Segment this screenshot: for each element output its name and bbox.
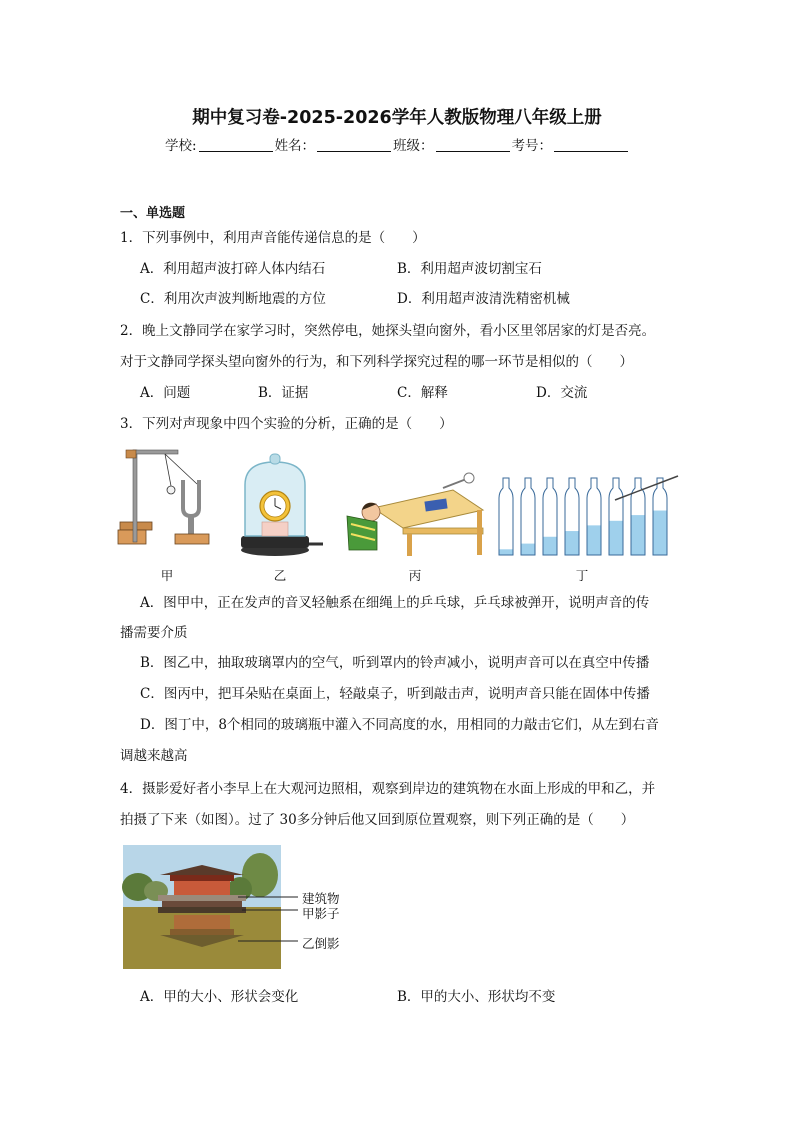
glass-bottle bbox=[653, 478, 667, 555]
glass-bottle bbox=[499, 478, 513, 555]
school-label: 学校: bbox=[165, 138, 197, 154]
q1-stem: 1．下列事例中，利用声音能传递信息的是（ ） bbox=[120, 230, 426, 246]
photo-label-building: 建筑物 bbox=[302, 891, 340, 906]
photo-label-reflection: 乙倒影 bbox=[302, 936, 340, 951]
striking-rod bbox=[615, 476, 678, 500]
q3-figures bbox=[115, 440, 685, 565]
bottle-outline bbox=[521, 478, 535, 555]
bell-jar-apparatus bbox=[241, 454, 323, 556]
section-title: 一、单选题 bbox=[120, 206, 186, 221]
bottle-water bbox=[521, 544, 535, 555]
bottle-water bbox=[653, 511, 667, 555]
q4-stem-line1: 4．摄影爱好者小李早上在大观河边照相，观察到岸边的建筑物在水面上形成的甲和乙，并 bbox=[120, 781, 656, 797]
q3-option-d-line2[interactable]: 调越来越高 bbox=[120, 748, 188, 764]
exam-number-label: 考号： bbox=[511, 138, 553, 154]
q1-option-c[interactable]: C．利用次声波判断地震的方位 bbox=[140, 291, 326, 307]
exam-number-field[interactable] bbox=[554, 137, 628, 152]
q4-stem-line2: 拍摄了下来（如图）。过了 30多分钟后他又回到原位置观察，则下列正确的是（ ） bbox=[120, 812, 635, 828]
q4-option-b[interactable]: B．甲的大小、形状均不变 bbox=[397, 989, 556, 1005]
tuning-fork-apparatus bbox=[118, 450, 209, 544]
q3-option-a-line1[interactable]: A．图甲中，正在发声的音叉轻触系在细绳上的乒乓球，乒乓球被弹开，说明声音的传 bbox=[140, 595, 650, 611]
bottle-water bbox=[587, 525, 601, 555]
glass-bottle bbox=[565, 478, 579, 555]
glass-bottle bbox=[609, 478, 623, 555]
q2-stem-line1: 2．晚上文静同学在家学习时，突然停电，她探头望向窗外，看小区里邻居家的灯是否亮。 bbox=[120, 323, 656, 339]
q3-caption-ding: 丁 bbox=[575, 568, 589, 583]
q4-option-a[interactable]: A．甲的大小、形状会变化 bbox=[140, 989, 299, 1005]
photo-label-shadow: 甲影子 bbox=[302, 906, 340, 921]
q2-option-d[interactable]: D．交流 bbox=[536, 385, 588, 401]
glass-bottle bbox=[587, 478, 601, 555]
q3-stem: 3．下列对声现象中四个实验的分析，正确的是（ ） bbox=[120, 416, 453, 432]
info-line bbox=[165, 136, 630, 156]
q3-caption-bing: 丙 bbox=[408, 568, 422, 583]
q2-option-a[interactable]: A．问题 bbox=[140, 385, 191, 401]
q2-option-c[interactable]: C．解释 bbox=[397, 385, 448, 401]
desk-experiment bbox=[347, 473, 483, 556]
q3-caption-yi: 乙 bbox=[273, 568, 287, 583]
q3-option-d-line1[interactable]: D．图丁中，8个相同的玻璃瓶中灌入不同高度的水，用相同的力敲击它们，从左到右音 bbox=[140, 717, 659, 733]
class-field[interactable] bbox=[436, 137, 510, 152]
q2-option-b[interactable]: B．证据 bbox=[258, 385, 309, 401]
page-title: 期中复习卷-2025-2026学年人教版物理八年级上册 bbox=[192, 108, 602, 128]
q1-option-a[interactable]: A．利用超声波打碎人体内结石 bbox=[140, 261, 326, 277]
q3-option-a-line2[interactable]: 播需要介质 bbox=[120, 625, 188, 641]
q2-stem-line2: 对于文静同学探头望向窗外的行为，和下列科学探究过程的哪一环节是相似的（ ） bbox=[120, 354, 633, 370]
class-label: 班级： bbox=[393, 138, 434, 154]
bottle-water bbox=[565, 531, 579, 555]
name-label: 姓名： bbox=[274, 138, 316, 154]
glass-bottle bbox=[521, 478, 535, 555]
bottle-water bbox=[609, 521, 623, 555]
q3-option-c[interactable]: C．图丙中，把耳朵贴在桌面上，轻敲桌子，听到敲击声，说明声音只能在固体中传播 bbox=[140, 686, 650, 702]
bottle-water bbox=[499, 549, 513, 555]
q1-option-d[interactable]: D．利用超声波清洗精密机械 bbox=[397, 291, 570, 307]
glass-bottle bbox=[543, 478, 557, 555]
bottle-outline bbox=[499, 478, 513, 555]
school-field[interactable] bbox=[199, 137, 273, 152]
q3-caption-jia: 甲 bbox=[160, 568, 174, 583]
q3-option-b[interactable]: B．图乙中，抽取玻璃罩内的空气，听到罩内的铃声减小，说明声音可以在真空中传播 bbox=[140, 655, 650, 671]
q1-option-b[interactable]: B．利用超声波切割宝石 bbox=[397, 261, 542, 277]
name-field[interactable] bbox=[317, 137, 391, 152]
bottle-water bbox=[631, 515, 645, 555]
bottle-water bbox=[543, 537, 557, 555]
